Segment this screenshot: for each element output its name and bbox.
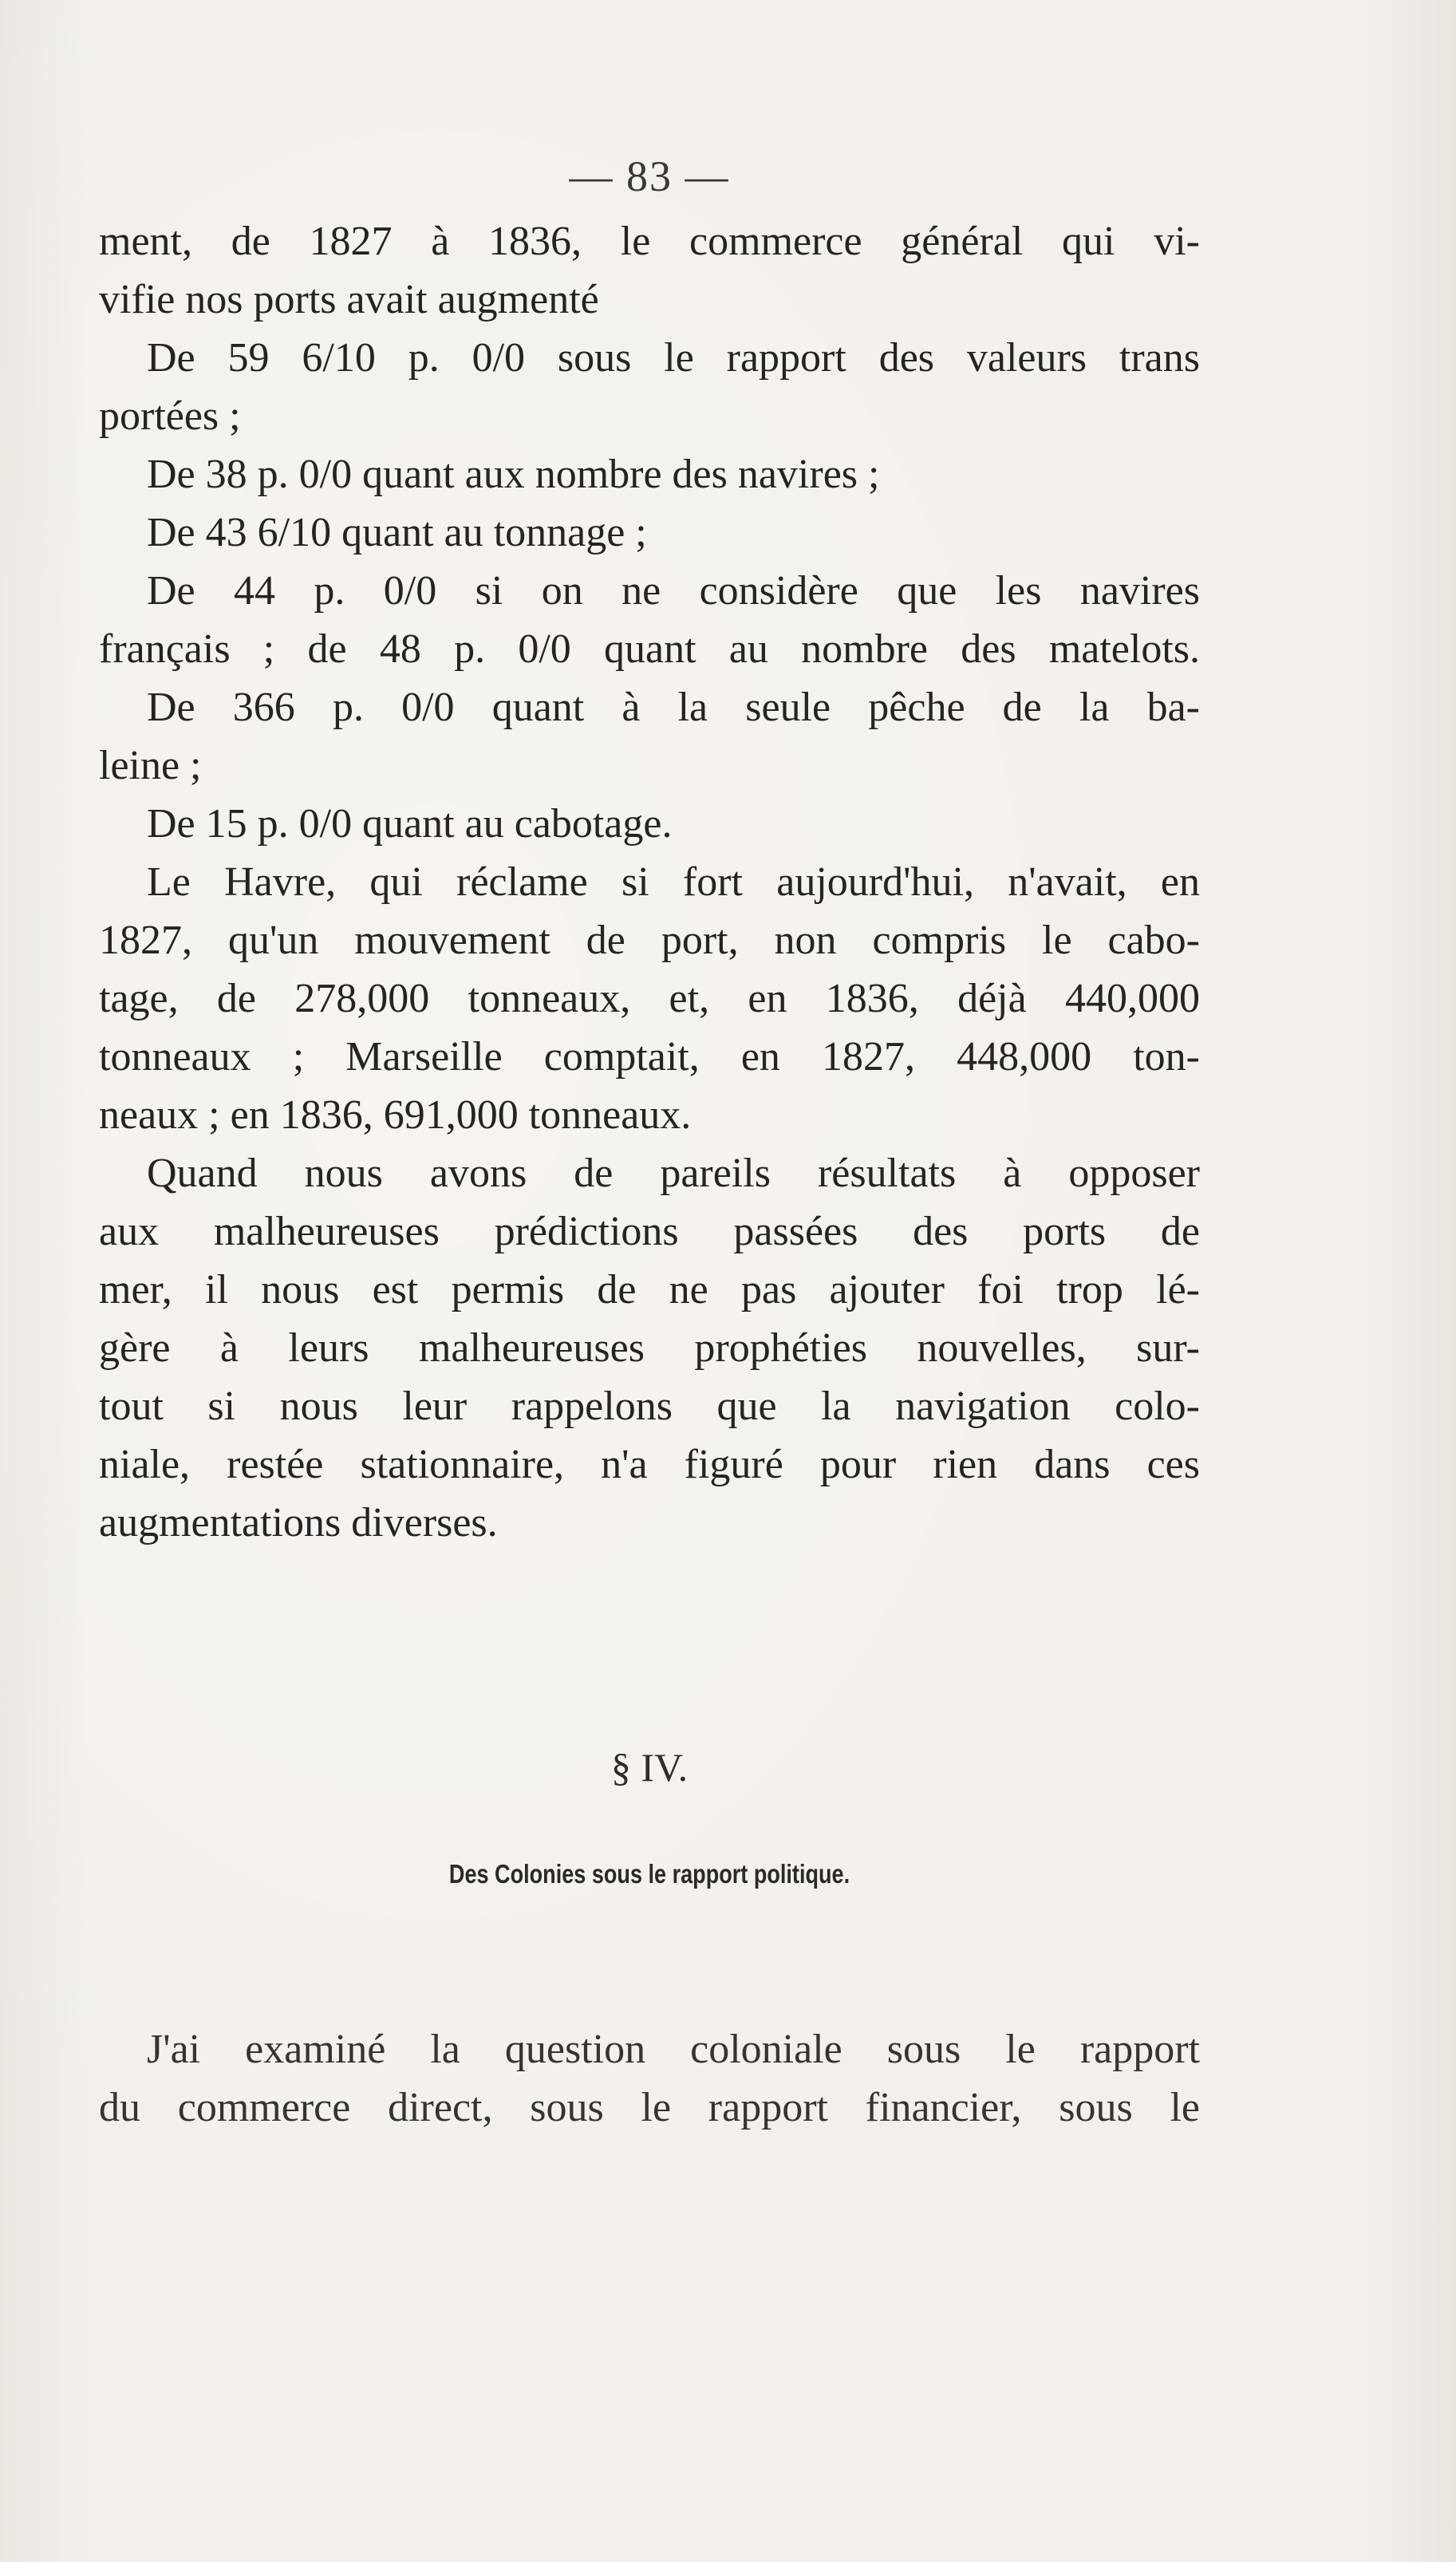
text-line: tage, de 278,000 tonneaux, et, en 1836, déjà 440,000 xyxy=(99,976,1200,1021)
text-line: portées ; xyxy=(99,393,241,439)
text-line: J'ai examiné la question coloniale sous le rapport xyxy=(147,2027,1200,2072)
text-line: De 366 p. 0/0 quant à la seule pêche de la ba- xyxy=(147,685,1200,730)
text-line: Le Havre, qui réclame si fort aujourd'hui, n'avait, en xyxy=(147,859,1200,905)
text-line: De 38 p. 0/0 quant aux nombre des navires ; xyxy=(147,452,880,497)
text-line: 1827, qu'un mouvement de port, non compris le cabo- xyxy=(99,918,1200,963)
text-line: vifie nos ports avait augmenté xyxy=(99,277,599,322)
section-mark: § IV. xyxy=(610,1745,689,1790)
page-content xyxy=(99,152,1200,1552)
text-line: augmentations diverses. xyxy=(99,1500,498,1545)
text-line: De 43 6/10 quant au tonnage ; xyxy=(147,510,647,555)
text-line: ment, de 1827 à 1836, le commerce général qui vi- xyxy=(99,219,1200,264)
text-line: Quand nous avons de pareils résultats à opposer xyxy=(147,1151,1200,1196)
text-line: tout si nous leur rappelons que la navigation colo- xyxy=(99,1384,1200,1429)
text-line: du commerce direct, sous le rapport financier, sous le xyxy=(99,2085,1200,2130)
page-number: — 83 — xyxy=(569,152,730,200)
text-line: niale, restée stationnaire, n'a figuré pour rien dans ces xyxy=(99,1442,1200,1487)
text-line: tonneaux ; Marseille comptait, en 1827, 448,000 ton- xyxy=(99,1034,1200,1080)
section-body xyxy=(99,2020,1200,2137)
text-line: français ; de 48 p. 0/0 quant au nombre des matelots. xyxy=(99,626,1200,672)
section-heading xyxy=(99,1739,1200,1889)
text-line: leine ; xyxy=(99,743,202,788)
text-line: De 15 p. 0/0 quant au cabotage. xyxy=(147,801,673,847)
text-line: De 59 6/10 p. 0/0 sous le rapport des valeurs trans xyxy=(147,335,1200,381)
text-line: gère à leurs malheureuses prophéties nouvelles, sur- xyxy=(99,1325,1200,1371)
text-line: De 44 p. 0/0 si on ne considère que les navires xyxy=(147,568,1200,614)
text-line: aux malheureuses prédictions passées des ports de xyxy=(99,1209,1200,1254)
text-line: neaux ; en 1836, 691,000 tonneaux. xyxy=(99,1092,692,1138)
text-line: mer, il nous est permis de ne pas ajouter foi trop lé- xyxy=(99,1267,1200,1313)
section-title: Des Colonies sous le rapport politique. xyxy=(448,1859,850,1889)
